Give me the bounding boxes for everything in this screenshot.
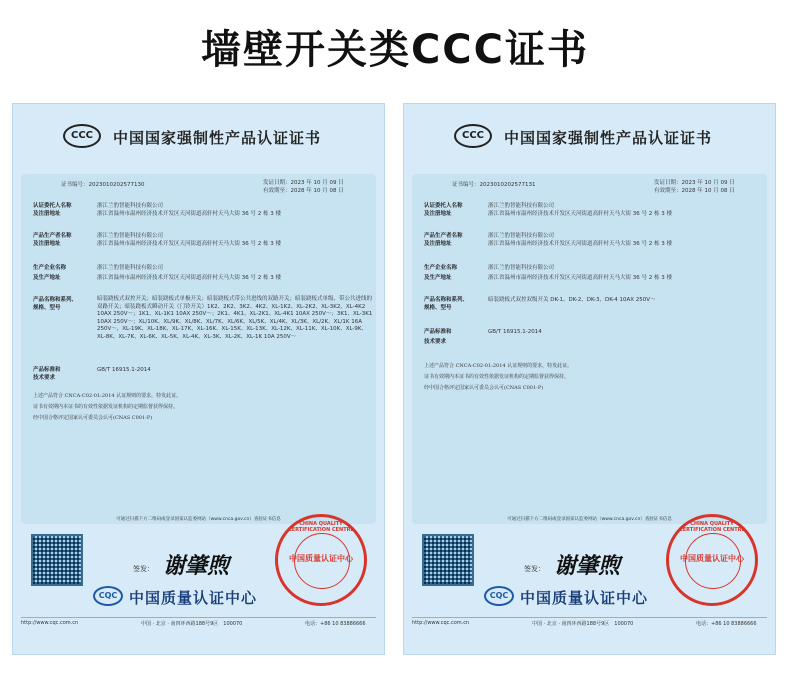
applicant-addr-label: 及注册地址 xyxy=(424,211,452,217)
maker-addr-value: 浙江省温州市温州经济技术开发区天河街道高轩村天马大街 36 号 2 栋 3 楼 xyxy=(97,241,281,247)
cert-note-3: 经中国合格评定国家认可委员会认可(CNAS C001-P) xyxy=(33,415,153,421)
cqc-name: 中国质量认证中心 xyxy=(520,589,649,607)
applicant-addr-label: 及注册地址 xyxy=(33,211,61,217)
maker-value: 浙江兰豹智能科技有限公司 xyxy=(97,233,164,239)
ccc-logo-icon: CCC xyxy=(63,124,101,148)
applicant-addr-value: 浙江省温州市温州经济技术开发区天河街道高轩村天马大街 36 号 2 栋 3 楼 xyxy=(488,211,672,217)
valid-date: 有效期至：2028 年 10 月 08 日 xyxy=(263,188,344,194)
factory-addr-label: 及生产地址 xyxy=(33,275,61,281)
cert-header xyxy=(13,122,384,152)
product-value: 暗装跷板式双控开关；暗装跷板式单极开关；暗装跷板式带公共进线的双路开关；暗装跷板式单级、带公共进线的双路开关；暗装跷板式瞬动开关（门铃开关）1K2、2K2、3K2、4K2、XL-1K2、XL-2K2、XL-3K2、XL-4K2 10AX 250V～；1K1、XL-1K1 10AX 250V～；2K1、4K1、XL-2K1、XL-4K1 10AX 250V～；3K1、XL-3K1 10AX 250V～；XL/10K、XL/9K、XL/8K、XL/7K、XL/6K、XL/5K、XL/4K、XL/3K、XL/2K、XL/1K 16A 250V～，XL-19K、XL-18K、XL-17K、XL-16K、XL-15K、XL-13K、XL-12K、XL-11K、XL-10K、XL-9K、XL-8K、XL-7K、XL-6K、XL-5K、XL-4K、XL-3K、XL-2K、XL-1K 10A 250V～ xyxy=(97,296,373,340)
applicant-label: 认证委托人名称 xyxy=(33,203,72,209)
factory-label: 生产企业名称 xyxy=(33,265,67,271)
issue-date: 发证日期：2023 年 10 月 09 日 xyxy=(263,180,344,186)
product-label2: 规格、型号 xyxy=(33,305,61,311)
factory-addr-label: 及生产地址 xyxy=(424,275,452,281)
certificate-right xyxy=(403,103,776,655)
maker-label: 产品生产者名称 xyxy=(33,233,72,239)
factory-addr-value: 浙江省温州市温州经济技术开发区天河街道高轩村天马大街 36 号 2 栋 3 楼 xyxy=(488,275,672,281)
page-title: 墙壁开关类CCC证书 xyxy=(200,27,590,73)
footer-divider xyxy=(21,617,376,618)
certificate-left xyxy=(12,103,385,655)
standard-label2: 技术要求 xyxy=(424,339,447,345)
cert-body-panel xyxy=(412,174,767,524)
footer-phone: 电话：+86 10 83886666 xyxy=(305,621,366,627)
footer-address: 中国 · 北京 · 南四环西路188号9区 100070 xyxy=(141,621,243,627)
applicant-label: 认证委托人名称 xyxy=(424,203,463,209)
stamp-center-text: 中国质量认证中心 xyxy=(289,554,353,563)
cqc-name: 中国质量认证中心 xyxy=(129,589,258,607)
factory-value: 浙江兰豹智能科技有限公司 xyxy=(488,265,555,271)
maker-label: 产品生产者名称 xyxy=(424,233,463,239)
footer-phone: 电话：+86 10 83886666 xyxy=(696,621,757,627)
stamp-seal-icon xyxy=(666,514,758,606)
signature-label: 签发： xyxy=(133,565,154,573)
scan-note: 可通过扫描下方二维码或登录国家认监委网站（www.cnca.gov.cn）查验证书信息 xyxy=(116,517,281,522)
cert-title: 中国国家强制性产品认证证书 xyxy=(504,129,713,147)
signature: 谢肇煦 xyxy=(163,553,230,579)
cert-header xyxy=(404,122,775,152)
stamp-center-text: 中国质量认证中心 xyxy=(680,554,744,563)
cqc-logo-icon: CQC xyxy=(484,586,514,606)
cert-number: 证书编号：2023010202577131 xyxy=(452,182,536,188)
signature-label: 签发： xyxy=(524,565,545,573)
applicant-value: 浙江兰豹智能科技有限公司 xyxy=(488,203,555,209)
product-label: 产品名称和系列、 xyxy=(33,297,78,303)
footer-divider xyxy=(412,617,767,618)
standard-value: GB/T 16915.1-2014 xyxy=(97,367,151,373)
applicant-addr-value: 浙江省温州市温州经济技术开发区天河街道高轩村天马大街 36 号 2 栋 3 楼 xyxy=(97,211,281,217)
product-value: 暗装跷板式双控双级开关 DK-1、DK-2、DK-3、DK-4 10AX 250V～ xyxy=(488,297,656,303)
cert-note-1: 上述产品符合 CNCA-C02-01:2014 认证规则的要求，特发此证。 xyxy=(424,363,573,369)
cqc-logo-icon: CQC xyxy=(93,586,123,606)
ccc-logo-icon: CCC xyxy=(454,124,492,148)
cert-note-1: 上述产品符合 CNCA-C02-01:2014 认证规则的要求，特发此证。 xyxy=(33,393,182,399)
footer-site: http://www.cqc.com.cn xyxy=(412,620,470,626)
cert-number: 证书编号：2023010202577130 xyxy=(61,182,145,188)
standard-label: 产品标准和 xyxy=(33,367,61,373)
cert-note-2: 证书有效期内本证书的有效性依据发证机构的定期监督获得保持。 xyxy=(424,374,570,380)
product-label: 产品名称和系列、 xyxy=(424,297,469,303)
applicant-value: 浙江兰豹智能科技有限公司 xyxy=(97,203,164,209)
standard-value: GB/T 16915.1-2014 xyxy=(488,329,542,335)
cert-note-3: 经中国合格评定国家认可委员会认可(CNAS C001-P) xyxy=(424,385,544,391)
qr-code-icon xyxy=(31,534,83,586)
valid-date: 有效期至：2028 年 10 月 08 日 xyxy=(654,188,735,194)
cert-body-panel xyxy=(21,174,376,524)
cert-title: 中国国家强制性产品认证证书 xyxy=(113,129,322,147)
stamp-ring-text: CHINA QUALITY CERTIFICATION CENTRE xyxy=(679,521,745,533)
stamp-seal-icon xyxy=(275,514,367,606)
factory-value: 浙江兰豹智能科技有限公司 xyxy=(97,265,164,271)
signature: 谢肇煦 xyxy=(554,553,621,579)
factory-addr-value: 浙江省温州市温州经济技术开发区天河街道高轩村天马大街 36 号 2 栋 3 楼 xyxy=(97,275,281,281)
product-label2: 规格、型号 xyxy=(424,305,452,311)
qr-code-icon xyxy=(422,534,474,586)
issue-date: 发证日期：2023 年 10 月 09 日 xyxy=(654,180,735,186)
standard-label2: 技术要求 xyxy=(33,375,56,381)
maker-addr-label: 及注册地址 xyxy=(424,241,452,247)
factory-label: 生产企业名称 xyxy=(424,265,458,271)
standard-label: 产品标准和 xyxy=(424,329,452,335)
footer-address: 中国 · 北京 · 南四环西路188号9区 100070 xyxy=(532,621,634,627)
scan-note: 可通过扫描下方二维码或登录国家认监委网站（www.cnca.gov.cn）查验证书信息 xyxy=(507,517,672,522)
maker-addr-value: 浙江省温州市温州经济技术开发区天河街道高轩村天马大街 36 号 2 栋 3 楼 xyxy=(488,241,672,247)
footer-site: http://www.cqc.com.cn xyxy=(21,620,79,626)
stamp-ring-text: CHINA QUALITY CERTIFICATION CENTRE xyxy=(288,521,354,533)
cert-note-2: 证书有效期内本证书的有效性依据发证机构的定期监督获得保持。 xyxy=(33,404,179,410)
maker-addr-label: 及注册地址 xyxy=(33,241,61,247)
maker-value: 浙江兰豹智能科技有限公司 xyxy=(488,233,555,239)
